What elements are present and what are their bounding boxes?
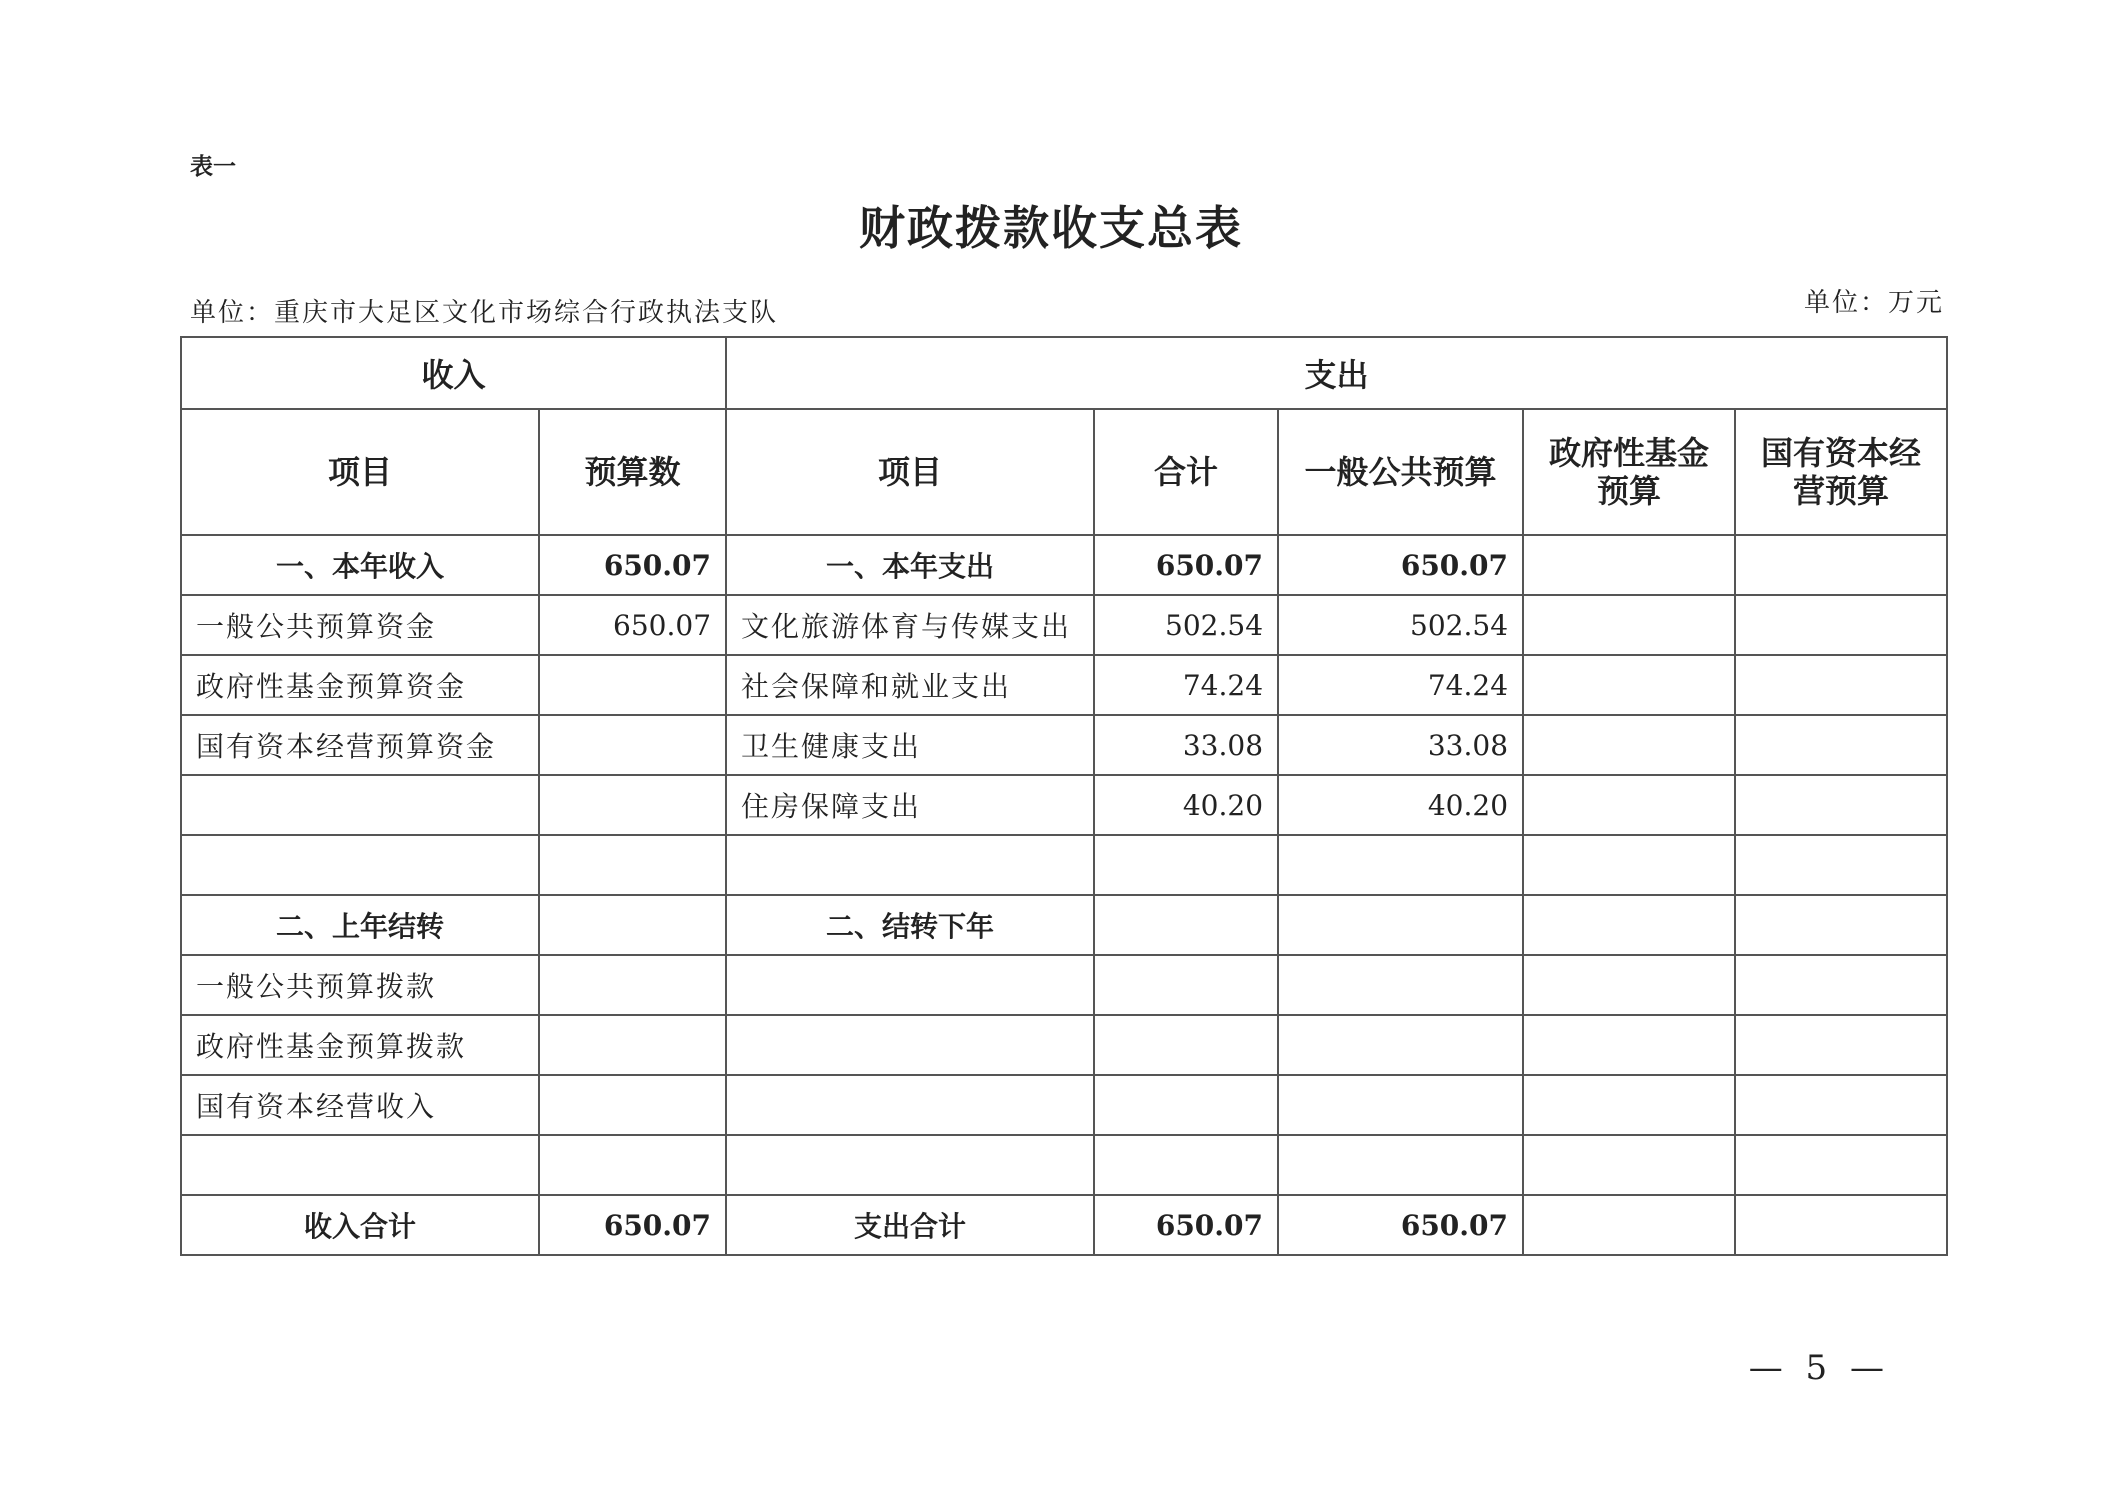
- table-row: [181, 535, 1947, 595]
- total-cell: 650.07: [1094, 535, 1278, 595]
- income-budget-cell: [539, 715, 726, 775]
- column-header-total: 合计: [1094, 409, 1278, 535]
- expense-item-cell: 卫生健康支出: [726, 715, 1094, 775]
- table-row: [181, 895, 1947, 955]
- capital-budget-cell: [1735, 655, 1947, 715]
- fund-budget-cell: [1523, 535, 1735, 595]
- expense-item-cell: [726, 1015, 1094, 1075]
- expense-item-cell: [726, 1135, 1094, 1195]
- table-row: [181, 655, 1947, 715]
- total-cell: 502.54: [1094, 595, 1278, 655]
- general-budget-cell: 650.07: [1278, 1195, 1523, 1255]
- expense-item-cell: 支出合计: [726, 1195, 1094, 1255]
- column-header-fund-budget: 政府性基金预算: [1523, 409, 1735, 535]
- income-budget-cell: [539, 835, 726, 895]
- fund-budget-cell: [1523, 775, 1735, 835]
- expense-item-cell: 住房保障支出: [726, 775, 1094, 835]
- table-row: [181, 955, 1947, 1015]
- income-item-cell: 政府性基金预算拨款: [181, 1015, 539, 1075]
- income-budget-cell: [539, 895, 726, 955]
- budget-table: [180, 336, 1948, 1256]
- fund-budget-cell: [1523, 595, 1735, 655]
- income-item-cell: 国有资本经营收入: [181, 1075, 539, 1135]
- income-item-cell: 一般公共预算资金: [181, 595, 539, 655]
- general-budget-cell: 40.20: [1278, 775, 1523, 835]
- total-cell: 33.08: [1094, 715, 1278, 775]
- total-cell: 74.24: [1094, 655, 1278, 715]
- budget-table-body: [181, 337, 1947, 1255]
- table-row: [181, 715, 1947, 775]
- table-label: 表一: [190, 153, 236, 180]
- capital-budget-cell: [1735, 1015, 1947, 1075]
- capital-budget-cell: [1735, 775, 1947, 835]
- capital-budget-cell: [1735, 1135, 1947, 1195]
- income-budget-cell: [539, 1015, 726, 1075]
- income-budget-cell: [539, 1075, 726, 1135]
- capital-budget-cell: [1735, 1195, 1947, 1255]
- income-item-cell: 政府性基金预算资金: [181, 655, 539, 715]
- total-cell: [1094, 955, 1278, 1015]
- table-row: [181, 1015, 1947, 1075]
- total-cell: [1094, 1135, 1278, 1195]
- income-budget-cell: 650.07: [539, 595, 726, 655]
- income-budget-cell: 650.07: [539, 1195, 726, 1255]
- total-cell: [1094, 1075, 1278, 1135]
- general-budget-cell: 33.08: [1278, 715, 1523, 775]
- expense-item-cell: 二、结转下年: [726, 895, 1094, 955]
- income-group-header: 收入: [181, 337, 726, 409]
- expense-item-cell: 一、本年支出: [726, 535, 1094, 595]
- expense-item-cell: [726, 1075, 1094, 1135]
- currency-unit: 单位：万元: [1803, 288, 1944, 318]
- total-cell: 40.20: [1094, 775, 1278, 835]
- income-item-cell: 一般公共预算拨款: [181, 955, 539, 1015]
- income-budget-cell: [539, 1135, 726, 1195]
- table-row: [181, 1135, 1947, 1195]
- income-budget-cell: [539, 775, 726, 835]
- table-row: [181, 595, 1947, 655]
- total-cell: [1094, 1015, 1278, 1075]
- capital-budget-cell: [1735, 955, 1947, 1015]
- income-item-cell: 二、上年结转: [181, 895, 539, 955]
- column-header-row: [181, 409, 1947, 535]
- income-budget-cell: [539, 955, 726, 1015]
- general-budget-cell: 650.07: [1278, 535, 1523, 595]
- fund-budget-cell: [1523, 715, 1735, 775]
- expense-item-cell: 文化旅游体育与传媒支出: [726, 595, 1094, 655]
- income-item-cell: [181, 835, 539, 895]
- general-budget-cell: [1278, 1015, 1523, 1075]
- general-budget-cell: [1278, 1075, 1523, 1135]
- general-budget-cell: 74.24: [1278, 655, 1523, 715]
- column-header-income-item: 项目: [181, 409, 539, 535]
- column-header-income-budget: 预算数: [539, 409, 726, 535]
- total-cell: [1094, 835, 1278, 895]
- organization-unit: 单位：重庆市大足区文化市场综合行政执法支队: [190, 298, 779, 328]
- capital-budget-cell: [1735, 895, 1947, 955]
- income-item-cell: [181, 775, 539, 835]
- general-budget-cell: [1278, 955, 1523, 1015]
- income-item-cell: [181, 1135, 539, 1195]
- column-header-expense-item: 项目: [726, 409, 1094, 535]
- page-number: — 5 —: [1748, 1348, 1890, 1388]
- document-title: 财政拨款收支总表: [859, 201, 1243, 255]
- income-item-cell: 一、本年收入: [181, 535, 539, 595]
- expense-item-cell: [726, 955, 1094, 1015]
- general-budget-cell: [1278, 895, 1523, 955]
- group-header-row: [181, 337, 1947, 409]
- table-row: [181, 775, 1947, 835]
- capital-budget-cell: [1735, 835, 1947, 895]
- fund-budget-cell: [1523, 1195, 1735, 1255]
- table-row: [181, 1075, 1947, 1135]
- capital-budget-cell: [1735, 1075, 1947, 1135]
- income-budget-cell: [539, 655, 726, 715]
- expense-item-cell: 社会保障和就业支出: [726, 655, 1094, 715]
- column-header-capital-budget: 国有资本经营预算: [1735, 409, 1947, 535]
- capital-budget-cell: [1735, 535, 1947, 595]
- column-header-general-budget: 一般公共预算: [1278, 409, 1523, 535]
- total-cell: 650.07: [1094, 1195, 1278, 1255]
- general-budget-cell: 502.54: [1278, 595, 1523, 655]
- general-budget-cell: [1278, 835, 1523, 895]
- table-row: [181, 1195, 1947, 1255]
- income-budget-cell: 650.07: [539, 535, 726, 595]
- income-item-cell: 收入合计: [181, 1195, 539, 1255]
- fund-budget-cell: [1523, 955, 1735, 1015]
- fund-budget-cell: [1523, 1015, 1735, 1075]
- capital-budget-cell: [1735, 595, 1947, 655]
- fund-budget-cell: [1523, 655, 1735, 715]
- total-cell: [1094, 895, 1278, 955]
- income-item-cell: 国有资本经营预算资金: [181, 715, 539, 775]
- expense-group-header: 支出: [726, 337, 1947, 409]
- general-budget-cell: [1278, 1135, 1523, 1195]
- fund-budget-cell: [1523, 1075, 1735, 1135]
- capital-budget-cell: [1735, 715, 1947, 775]
- fund-budget-cell: [1523, 1135, 1735, 1195]
- fund-budget-cell: [1523, 895, 1735, 955]
- expense-item-cell: [726, 835, 1094, 895]
- fund-budget-cell: [1523, 835, 1735, 895]
- table-row: [181, 835, 1947, 895]
